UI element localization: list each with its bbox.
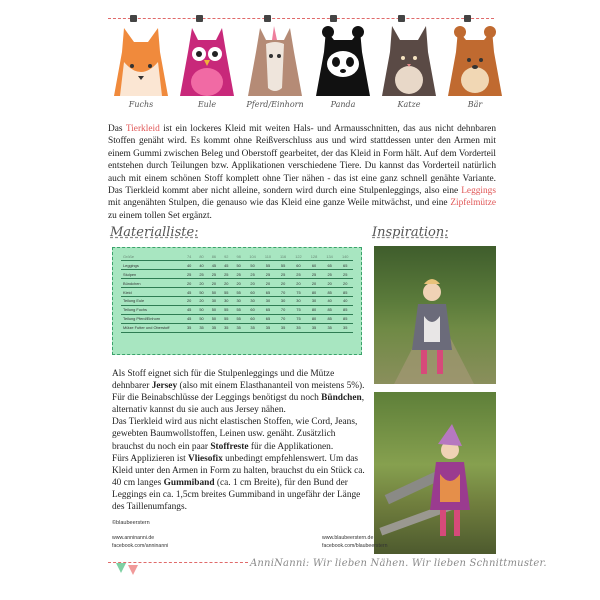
table-cell: 30 bbox=[220, 296, 232, 305]
table-row-label: Teilung Fuchs bbox=[121, 305, 183, 314]
cat-dress-illustration bbox=[378, 22, 440, 100]
table-cell: 25 bbox=[208, 270, 220, 279]
dress-paragraph: Das Tierkleid wird aus nicht elastischen Stoffen, wie Cord, Jeans, gewebten Baumwollstoffen, Leinen usw. genäht. Zusätzlich brauchst du noch ein paar Stoffreste für die Applikationen. bbox=[112, 417, 358, 452]
anninanni-website-link[interactable]: www.anninanni.de bbox=[112, 535, 155, 541]
bunting-flag-icon bbox=[116, 563, 126, 573]
table-cell: 55 bbox=[232, 314, 244, 323]
table-cell: 25 bbox=[306, 270, 322, 279]
table-header-cell: 116 bbox=[276, 252, 291, 261]
table-cell: 20 bbox=[183, 296, 195, 305]
table-cell: 80 bbox=[306, 288, 322, 297]
table-cell: 25 bbox=[337, 270, 353, 279]
zipfelmuetze-link[interactable]: Zipfelmütze bbox=[450, 198, 496, 209]
table-row-label: Leggings bbox=[121, 261, 183, 270]
table-cell: 20 bbox=[260, 279, 275, 288]
bottom-garland-line bbox=[108, 562, 248, 563]
table-cell: 80 bbox=[306, 305, 322, 314]
bear-dress-illustration bbox=[444, 22, 506, 100]
table-cell: 50 bbox=[195, 305, 207, 314]
slogan: AnniNanni: Wir lieben Nähen. Wir lieben Schnittmuster. bbox=[250, 558, 547, 569]
table-cell: 25 bbox=[322, 270, 338, 279]
table-row bbox=[121, 279, 353, 288]
appliqué-paragraph: Fürs Applizieren ist Vliesofix unbedingt empfehlenswert. Um das Kleid unter den Armen in Form zu halten, brauchst du ein Stück ca. 40 cm langes Gummiband (ca. 1 cm Breite), für den Bund der Leggings ein ca. 1,5cm breites Gummiband in ungefähr der Länge des Taillenumfangs. bbox=[112, 453, 365, 513]
table-cell: 20 bbox=[220, 279, 232, 288]
table-cell: 20 bbox=[291, 279, 307, 288]
panda-dress-illustration bbox=[312, 22, 374, 100]
table-cell: 60 bbox=[245, 314, 261, 323]
leggings-link[interactable]: Leggings bbox=[461, 186, 496, 197]
table-cell: 50 bbox=[208, 288, 220, 297]
table-cell: 35 bbox=[183, 323, 195, 332]
table-cell: 85 bbox=[322, 314, 338, 323]
table-cell: 20 bbox=[306, 279, 322, 288]
table-cell: 60 bbox=[245, 288, 261, 297]
table-cell: 55 bbox=[260, 261, 275, 270]
table-cell: 20 bbox=[195, 279, 207, 288]
table-cell: 20 bbox=[208, 279, 220, 288]
table-cell: 30 bbox=[232, 296, 244, 305]
table-cell: 85 bbox=[322, 305, 338, 314]
table-cell: 25 bbox=[291, 270, 307, 279]
table-cell: 35 bbox=[195, 323, 207, 332]
table-cell: 20 bbox=[183, 279, 195, 288]
table-cell: 35 bbox=[337, 323, 353, 332]
table-row-label: Teilung Pferd/Einhorn bbox=[121, 314, 183, 323]
top-garland-line bbox=[108, 18, 494, 19]
table-cell: 55 bbox=[232, 288, 244, 297]
anninanni-facebook-link[interactable]: facebook.com/anninanni bbox=[112, 542, 169, 549]
table-cell: 55 bbox=[220, 288, 232, 297]
animal-name: Bär bbox=[467, 100, 483, 109]
table-cell: 35 bbox=[232, 323, 244, 332]
anninanni-links bbox=[112, 535, 168, 550]
table-cell: 65 bbox=[322, 261, 338, 270]
inspiration-photo-2 bbox=[374, 392, 496, 554]
materials-table bbox=[121, 252, 353, 333]
table-header-cell: 74 bbox=[183, 252, 195, 261]
table-row-label: Kleid bbox=[121, 288, 183, 297]
table-cell: 30 bbox=[291, 296, 307, 305]
animal-dresses-row bbox=[108, 22, 494, 100]
table-cell: 45 bbox=[220, 261, 232, 270]
table-cell: 35 bbox=[291, 323, 307, 332]
table-cell: 75 bbox=[291, 288, 307, 297]
table-header-cell: 80 bbox=[195, 252, 207, 261]
table-header-size: Größe bbox=[121, 252, 183, 261]
table-row bbox=[121, 323, 353, 332]
intro-paragraph: Das Tierkleid ist ein lockeres Kleid mit weiten Hals- und Armausschnitten, das aus nicht dehnbaren Stoffen genäht wird. Es kommt ohne Reißverschluss aus und wird stattdessen unter den Armen mit einem Gummi zwischen Beleg und Oberstoff gearbeitet, der das Kleid in Form hält. Auf dem Vorderteil entstehen durch Teilungen bzw. Applikationen verschiedene Tiere. Du kannst das Vorderteil natürlich auch mit einem schönen Stoff komplett ohne Tier nähen - das ist eine ganz schnell genähte Variante. Das Tierkleid kommt aber nicht alleine, sondern wird durch eine Stulpenleggings, also eine Leggings mit angenähten Stulpen, die genauso wie das Kleid eine ganze Weile mitwächst, und eine Zipfelmütze zu einem tollen Set ergänzt. bbox=[108, 124, 497, 221]
table-cell: 70 bbox=[276, 305, 291, 314]
blaubeerstern-links bbox=[322, 535, 387, 550]
table-cell: 45 bbox=[183, 305, 195, 314]
table-body bbox=[121, 261, 353, 332]
table-row-label: Stulpen bbox=[121, 270, 183, 279]
clip-icon bbox=[330, 15, 337, 22]
table-header-cell: 104 bbox=[245, 252, 261, 261]
table-cell: 40 bbox=[195, 261, 207, 270]
table-cell: 45 bbox=[208, 261, 220, 270]
table-row bbox=[121, 288, 353, 297]
table-cell: 55 bbox=[276, 261, 291, 270]
table-cell: 70 bbox=[276, 288, 291, 297]
animal-name: Katze bbox=[397, 100, 421, 109]
table-cell: 85 bbox=[337, 305, 353, 314]
inspiration-heading: Inspiration: bbox=[372, 225, 449, 240]
table-cell: 75 bbox=[291, 305, 307, 314]
table-cell: 20 bbox=[322, 279, 338, 288]
table-cell: 35 bbox=[260, 323, 275, 332]
table-cell: 60 bbox=[245, 305, 261, 314]
table-header-row bbox=[121, 252, 353, 261]
table-cell: 65 bbox=[260, 314, 275, 323]
table-cell: 20 bbox=[337, 279, 353, 288]
animal-name-labels bbox=[108, 100, 494, 120]
table-cell: 65 bbox=[337, 261, 353, 270]
blaubeerstern-facebook-link[interactable]: facebook.com/blaubeerstern bbox=[322, 542, 388, 549]
table-header-cell: 86 bbox=[208, 252, 220, 261]
table-cell: 25 bbox=[220, 270, 232, 279]
table-cell: 20 bbox=[195, 296, 207, 305]
clip-icon bbox=[264, 15, 271, 22]
table-cell: 40 bbox=[322, 296, 338, 305]
tierkleid-link[interactable]: Tierkleid bbox=[125, 124, 160, 134]
table-header-cell: 110 bbox=[260, 252, 275, 261]
table-cell: 50 bbox=[232, 261, 244, 270]
table-header-cell: 92 bbox=[220, 252, 232, 261]
animal-name: Fuchs bbox=[128, 100, 154, 109]
table-cell: 35 bbox=[322, 323, 338, 332]
table-cell: 30 bbox=[245, 296, 261, 305]
table-cell: 70 bbox=[276, 314, 291, 323]
blaubeerstern-website-link[interactable]: www.blaubeerstern.de bbox=[322, 535, 374, 541]
table-cell: 25 bbox=[260, 270, 275, 279]
table-cell: 45 bbox=[183, 288, 195, 297]
animal-name: Pferd/Einhorn bbox=[246, 100, 304, 109]
table-cell: 60 bbox=[291, 261, 307, 270]
table-cell: 35 bbox=[276, 323, 291, 332]
bunting-flag-icon bbox=[128, 565, 138, 575]
materials-table-box bbox=[112, 247, 362, 355]
table-cell: 25 bbox=[245, 270, 261, 279]
table-cell: 35 bbox=[306, 323, 322, 332]
table-cell: 35 bbox=[220, 323, 232, 332]
table-cell: 50 bbox=[195, 314, 207, 323]
table-cell: 20 bbox=[245, 279, 261, 288]
table-cell: 25 bbox=[276, 270, 291, 279]
table-cell: 55 bbox=[220, 305, 232, 314]
table-cell: 55 bbox=[220, 314, 232, 323]
table-header-cell: 98 bbox=[232, 252, 244, 261]
table-row bbox=[121, 305, 353, 314]
clip-icon bbox=[464, 15, 471, 22]
table-row bbox=[121, 270, 353, 279]
materials-heading: Materialliste: bbox=[110, 225, 199, 240]
table-cell: 55 bbox=[232, 305, 244, 314]
table-cell: 75 bbox=[291, 314, 307, 323]
table-cell: 30 bbox=[276, 296, 291, 305]
table-row bbox=[121, 314, 353, 323]
table-cell: 50 bbox=[208, 305, 220, 314]
table-row bbox=[121, 296, 353, 305]
table-cell: 85 bbox=[337, 314, 353, 323]
table-header-cell: 128 bbox=[306, 252, 322, 261]
table-cell: 25 bbox=[183, 270, 195, 279]
table-cell: 50 bbox=[245, 261, 261, 270]
table-cell: 30 bbox=[208, 296, 220, 305]
clip-icon bbox=[196, 15, 203, 22]
horse-dress-illustration bbox=[244, 22, 306, 100]
table-cell: 20 bbox=[232, 279, 244, 288]
table-cell: 50 bbox=[195, 288, 207, 297]
table-cell: 45 bbox=[183, 314, 195, 323]
table-cell: 65 bbox=[260, 288, 275, 297]
table-header-cell: 134 bbox=[322, 252, 338, 261]
table-cell: 30 bbox=[260, 296, 275, 305]
clip-icon bbox=[398, 15, 405, 22]
owl-dress-illustration bbox=[176, 22, 238, 100]
copyright-text: ©blaubeerstern bbox=[112, 520, 150, 526]
table-header-cell: 122 bbox=[291, 252, 307, 261]
table-header-cell: 140 bbox=[337, 252, 353, 261]
table-cell: 20 bbox=[276, 279, 291, 288]
fabric-paragraph: Als Stoff eignet sich für die Stulpenleggings und die Mütze dehnbarer Jersey (also mit einem Elasthananteil von meistens 5%). Für die Beinabschlüsse der Leggings benötigst du noch Bündchen, alternativ kannst du sie auch aus Jersey nähen. bbox=[112, 369, 365, 416]
animal-name: Panda bbox=[330, 100, 356, 109]
table-cell: 40 bbox=[183, 261, 195, 270]
fox-dress-illustration bbox=[110, 22, 172, 100]
table-cell: 30 bbox=[306, 296, 322, 305]
table-cell: 35 bbox=[208, 323, 220, 332]
table-cell: 80 bbox=[306, 314, 322, 323]
materials-description bbox=[112, 368, 368, 513]
clip-icon bbox=[130, 15, 137, 22]
table-row-label: Bündchen bbox=[121, 279, 183, 288]
table-cell: 25 bbox=[232, 270, 244, 279]
table-cell: 35 bbox=[245, 323, 261, 332]
table-cell: 65 bbox=[260, 305, 275, 314]
table-cell: 25 bbox=[195, 270, 207, 279]
table-row bbox=[121, 261, 353, 270]
inspiration-photo-1 bbox=[374, 246, 496, 384]
table-cell: 85 bbox=[337, 288, 353, 297]
table-cell: 60 bbox=[306, 261, 322, 270]
animal-name: Eule bbox=[197, 100, 217, 109]
table-row-label: Teilung Eule bbox=[121, 296, 183, 305]
table-row-label: Mütze Futter und Oberstoff bbox=[121, 323, 183, 332]
table-cell: 50 bbox=[208, 314, 220, 323]
table-cell: 40 bbox=[337, 296, 353, 305]
table-cell: 85 bbox=[322, 288, 338, 297]
